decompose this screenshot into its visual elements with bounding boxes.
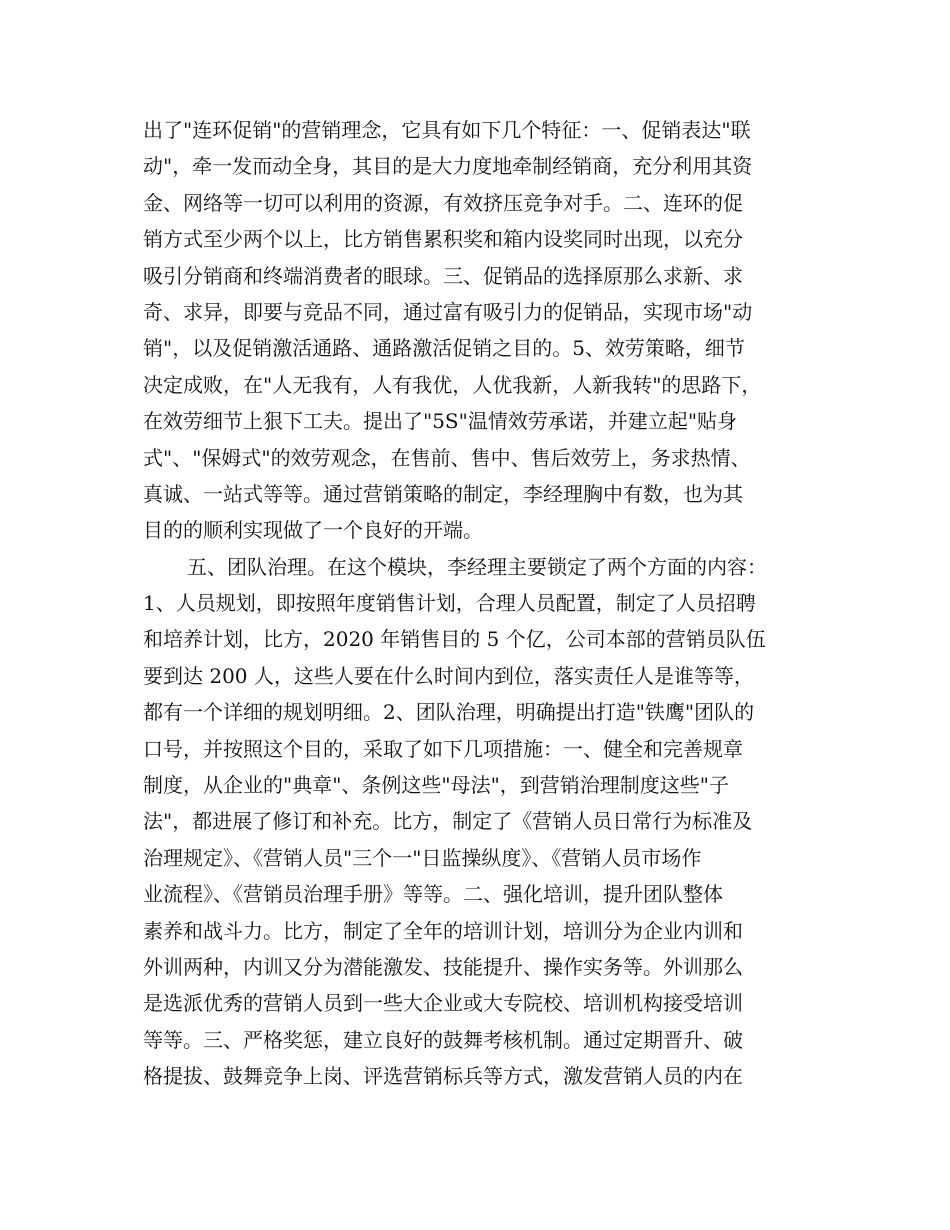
text-line: 销"，以及促销激活通路、通路激活促销之目的。5、效劳策略，细节 bbox=[143, 336, 745, 361]
text-line: 决定成败，在"人无我有，人有我优，人优我新，人新我转"的思路下， bbox=[143, 372, 762, 397]
text-line: 口号，并按照这个目的，采取了如下几项措施：一、健全和完善规章 bbox=[143, 736, 743, 761]
text-line: 格提拔、鼓舞竞争上岗、评选营销标兵等方式，激发营销人员的内在 bbox=[143, 1064, 743, 1089]
text-line: 外训两种，内训又分为潜能激发、技能提升、操作实务等。外训那么 bbox=[143, 954, 743, 979]
text-line: 动"，牵一发而动全身，其目的是大力度地牵制经销商，充分利用其资 bbox=[143, 154, 753, 179]
paragraph-team-management bbox=[143, 549, 811, 1095]
text-line-first-indented: 五、团队治理。在这个模块，李经理主要锁定了两个方面的内容： bbox=[187, 554, 767, 579]
text-line: 制度，从企业的"典章"、条例这些"母法"，到营销治理制度这些"子 bbox=[143, 773, 729, 798]
text-line: 式"、"保姆式"的效劳观念，在售前、售中、售后效劳上，务求热情、 bbox=[143, 445, 751, 470]
text-line: 等等。三、严格奖惩，建立良好的鼓舞考核机制。通过定期晋升、破 bbox=[143, 1027, 743, 1052]
body-text bbox=[143, 112, 811, 1095]
text-line: 法"，都进展了修订和补充。比方，制定了《营销人员日常行为标准及 bbox=[143, 809, 753, 834]
text-line: 奇、求异，即要与竞品不同，通过富有吸引力的促销品，实现市场"动 bbox=[143, 299, 753, 324]
text-line: 吸引分销商和终端消费者的眼球。三、促销品的选择原那么求新、求 bbox=[143, 263, 743, 288]
text-line: 治理规定》、《营销人员"三个一"日监操纵度》、《营销人员市场作 bbox=[143, 845, 702, 870]
text-line: 1、人员规划，即按照年度销售计划，合理人员配置，制定了人员招聘 bbox=[143, 591, 756, 616]
text-line: 真诚、一站式等等。通过营销策略的制定，李经理胸中有数，也为其 bbox=[143, 481, 743, 506]
text-line: 在效劳细节上狠下工夫。提出了"5S"温情效劳承诺，并建立起"贴身 bbox=[143, 409, 738, 434]
text-line: 目的的顺利实现做了一个良好的开端。 bbox=[143, 518, 483, 543]
text-line: 都有一个详细的规划明细。2、团队治理，明确提出打造"铁鹰"团队的 bbox=[143, 700, 755, 725]
text-line: 销方式至少两个以上，比方销售累积奖和箱内设奖同时出现，以充分 bbox=[143, 227, 743, 252]
text-line: 是选派优秀的营销人员到一些大企业或大专院校、培训机构接受培训 bbox=[143, 991, 743, 1016]
text-line: 业流程》、《营销员治理手册》等等。二、强化培训，提升团队整体 bbox=[143, 882, 723, 907]
text-line: 要到达 200 人，这些人要在什么时间内到位，落实责任人是谁等等， bbox=[143, 663, 754, 688]
text-line: 和培养计划，比方，2020 年销售目的 5 个亿，公司本部的营销员队伍 bbox=[143, 627, 766, 652]
text-line: 素养和战斗力。比方，制定了全年的培训计划，培训分为企业内训和 bbox=[143, 918, 743, 943]
paragraph-marketing-strategy bbox=[143, 112, 811, 549]
text-line: 出了"连环促销"的营销理念，它具有如下几个特征：一、促销表达"联 bbox=[143, 118, 751, 142]
text-line: 金、网络等一切可以利用的资源，有效挤压竞争对手。二、连环的促 bbox=[143, 190, 743, 215]
